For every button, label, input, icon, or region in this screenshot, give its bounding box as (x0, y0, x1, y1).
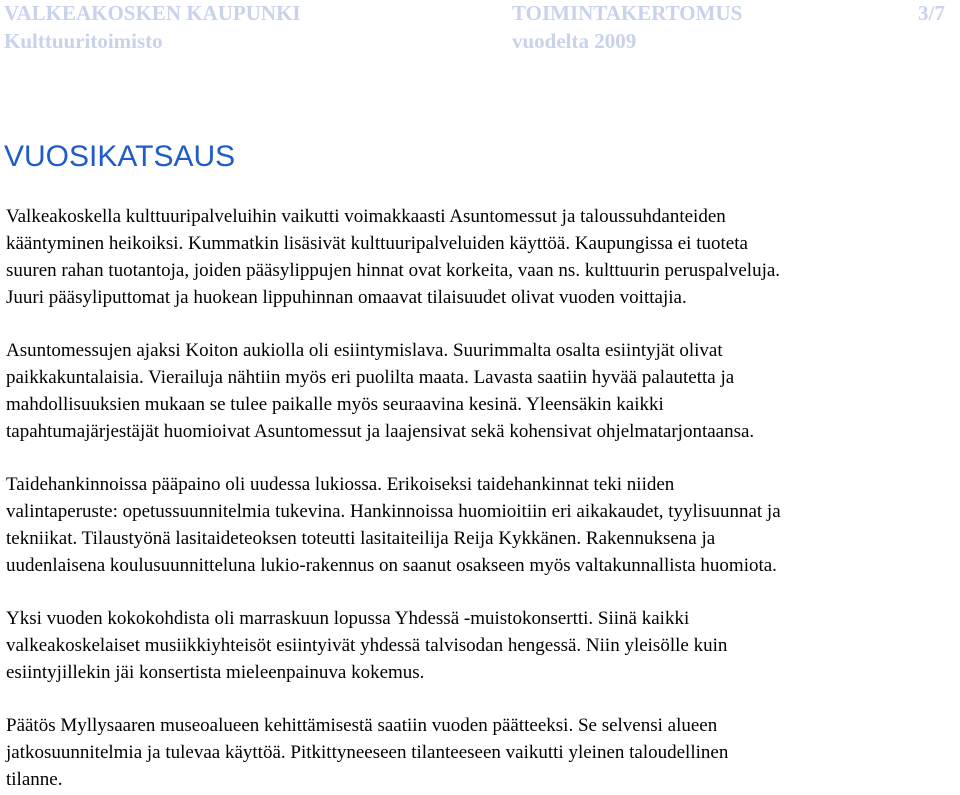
paragraph-housing-fair: Asuntomessujen ajaksi Koiton aukiolla oli esiintymislava. Suurimmalta osalta esiintyjät olivat paikkakuntalaisia. Vierailuja nähtiin myös eri puolilta maata. Lavasta saatiin hyvää palautetta ja mahdollisuuksien mukaan se tulee paikalle myös seuraavina kesinä. Yleensäkin kaikki tapahtumajärjestäjät huomioivat Asuntomessut ja laajensivat sekä kohensivat ohjelmatarjontaansa. (6, 340, 755, 442)
header-document-title: TOIMINTAKERTOMUS (512, 1, 743, 25)
header-unit: Kulttuuritoimisto (4, 29, 163, 53)
paragraph-museum-area: Päätös Myllysaaren museoalueen kehittämisestä saatiin vuoden päätteeksi. Se selvensi alueen jatkosuunnitelmia ja tulevaa käyttöä. Pitkittyneeseen tilanteeseen vaikutti yleinen taloudellinen tilanne. (6, 715, 729, 790)
header-period: vuodelta 2009 (512, 29, 637, 53)
page-header (0, 0, 960, 60)
document-body (6, 203, 960, 793)
paragraph-art-acquisitions: Taidehankinnoissa pääpaino oli uudessa lukiossa. Erikoiseksi taidehankinnat teki niiden valintaperuste: opetussuunnitelmia tukevina. Hankinnoissa huomioitiin eri aikakaudet, tyylisuunnat ja tekniikat. Tilaustyönä lasitaideteoksen toteutti lasitaiteilija Reija Kykkänen. Rakennuksena ja uudenlaisena koulusuunnitteluna lukio-rakennus on saanut osakseen myös valtakunnallista huomiota. (6, 474, 781, 576)
paragraph-cultural-services: Valkeakoskella kulttuuripalveluihin vaikutti voimakkaasti Asuntomessut ja taloussuhdanteiden kääntyminen heikoiksi. Kummatkin lisäsivät kulttuuripalveluiden käyttöä. Kaupungissa ei tuoteta suuren rahan tuotantoja, joiden pääsylippujen hinnat ovat korkeita, vaan ns. kulttuurin peruspalveluja. Juuri pääsyliputtomat ja huokean lippuhinnan omaavat tilaisuudet olivat vuoden voittajia. (6, 206, 781, 308)
paragraph-memorial-concert: Yksi vuoden kokokohdista oli marraskuun lopussa Yhdessä -muistokonsertti. Siinä kaikki valkeakoskelaiset musiikkiyhteisöt esiintyivät yhdessä talvisodan hengessä. Niin yleisölle kuin esiintyjillekin jäi konsertista mieleenpainuva kokemus. (6, 608, 728, 683)
header-page-number: 3/7 (918, 1, 945, 25)
header-organization: VALKEAKOSKEN KAUPUNKI (4, 1, 301, 25)
section-title: VUOSIKATSAUS (4, 140, 236, 173)
